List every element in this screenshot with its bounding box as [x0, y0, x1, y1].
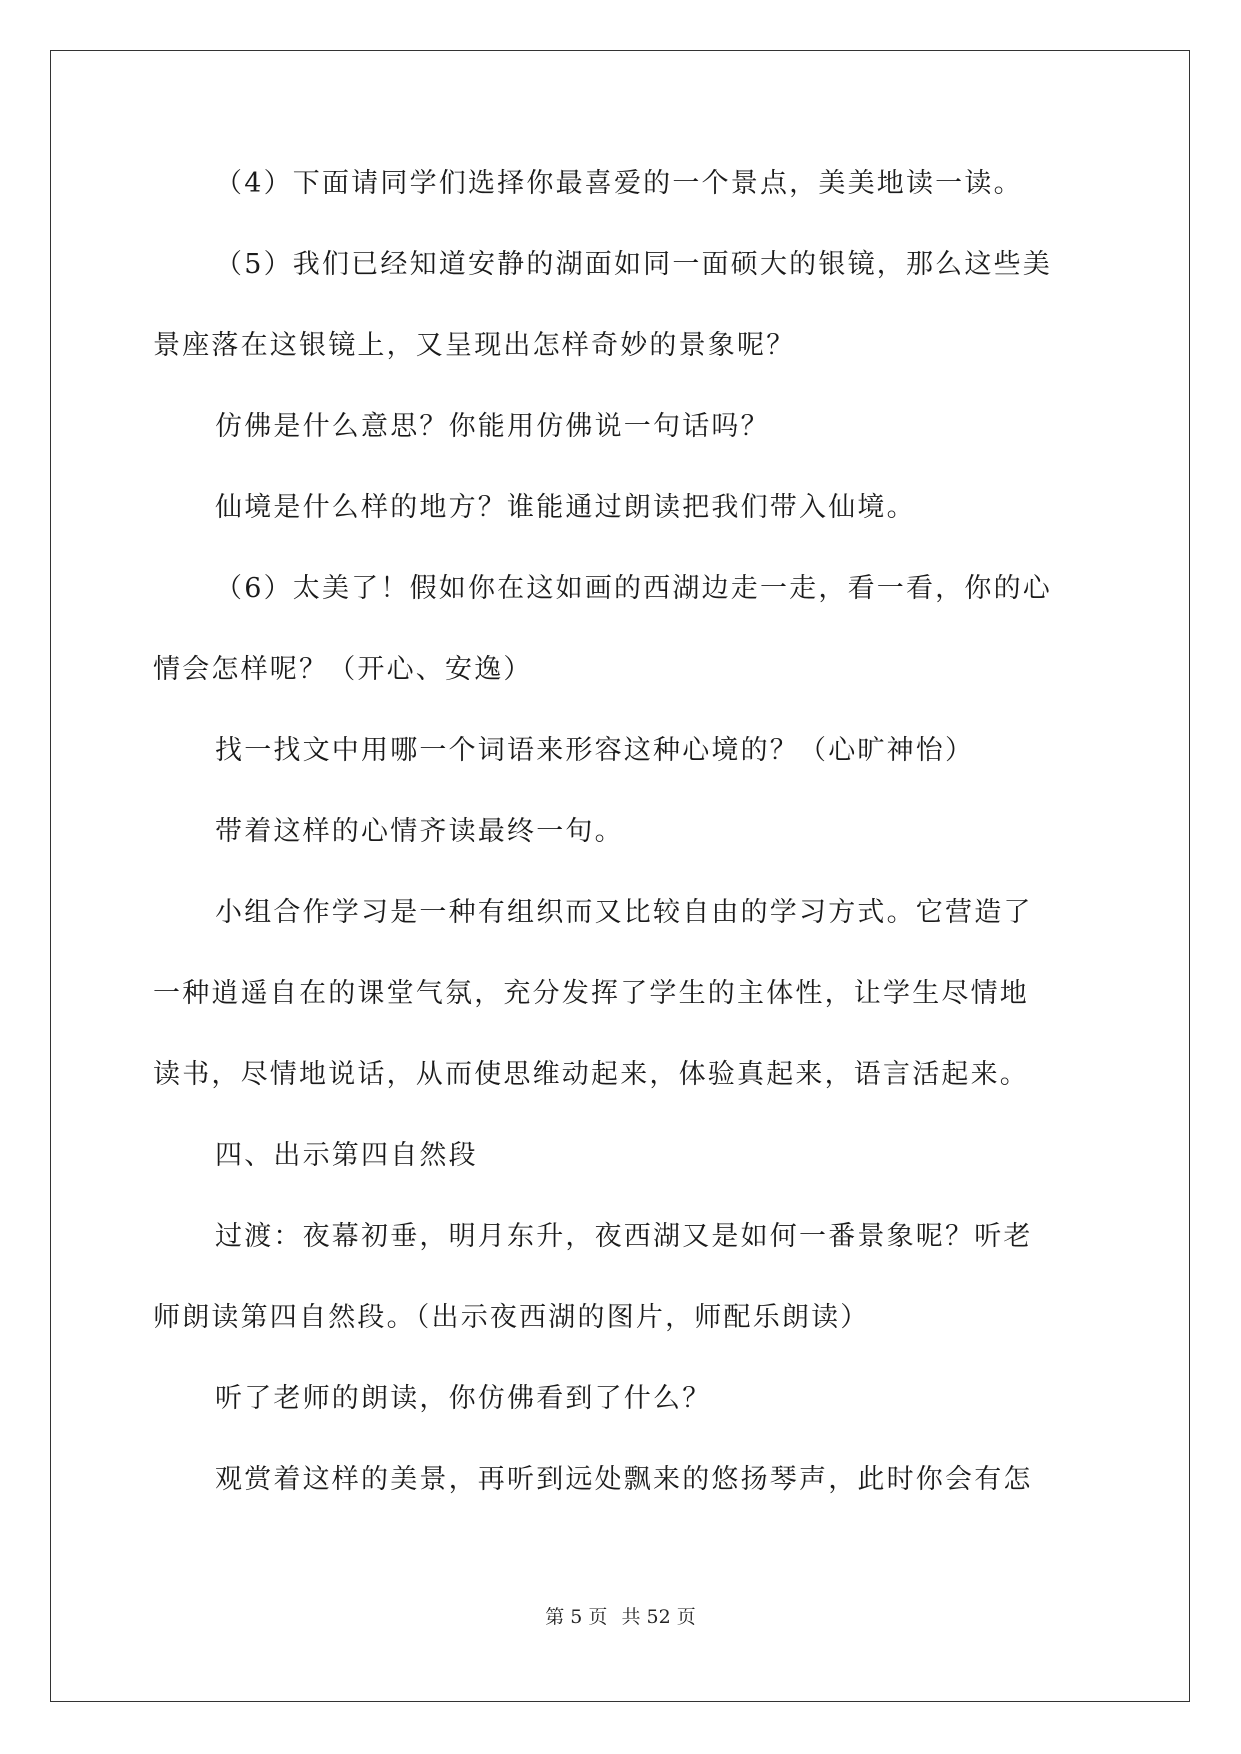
paragraph-line: 找一找文中用哪一个词语来形容这种心境的？（心旷神怡） — [215, 735, 975, 766]
paragraph-line: 仙境是什么样的地方？谁能通过朗读把我们带入仙境。 — [215, 492, 916, 523]
paragraph-line: 师朗读第四自然段。（出示夜西湖的图片，师配乐朗读） — [153, 1302, 870, 1333]
page-border — [50, 50, 1190, 1702]
paragraph-line: 仿佛是什么意思？你能用仿佛说一句话吗？ — [215, 411, 770, 442]
paragraph-line: （4）下面请同学们选择你最喜爱的一个景点，美美地读一读。 — [215, 168, 1023, 199]
paragraph-line: 小组合作学习是一种有组织而又比较自由的学习方式。它营造了 — [215, 897, 1033, 928]
total-pages: 共 52 页 — [621, 1606, 696, 1628]
paragraph-line: （6）太美了！假如你在这如画的西湖边走一走，看一看，你的心 — [215, 573, 1052, 604]
paragraph-line: 情会怎样呢？（开心、安逸） — [153, 654, 533, 685]
paragraph-line: （5）我们已经知道安静的湖面如同一面硕大的银镜，那么这些美 — [215, 249, 1052, 280]
paragraph-line: 景座落在这银镜上，又呈现出怎样奇妙的景象呢？ — [153, 330, 796, 361]
paragraph-line: 观赏着这样的美景，再听到远处飘来的悠扬琴声，此时你会有怎 — [215, 1464, 1033, 1495]
paragraph-line: 听了老师的朗读，你仿佛看到了什么？ — [215, 1383, 712, 1414]
paragraph-line: 带着这样的心情齐读最终一句。 — [215, 816, 624, 847]
paragraph-line: 读书，尽情地说话，从而使思维动起来，体验真起来，语言活起来。 — [153, 1059, 1029, 1090]
paragraph-line: 过渡：夜幕初垂，明月东升，夜西湖又是如何一番景象呢？听老 — [215, 1221, 1033, 1252]
section-heading: 四、出示第四自然段 — [215, 1140, 478, 1171]
paragraph-line: 一种逍遥自在的课堂气氛，充分发挥了学生的主体性，让学生尽情地 — [153, 978, 1029, 1009]
page-footer — [0, 1602, 1241, 1629]
page-number: 第 5 页 — [545, 1606, 608, 1628]
